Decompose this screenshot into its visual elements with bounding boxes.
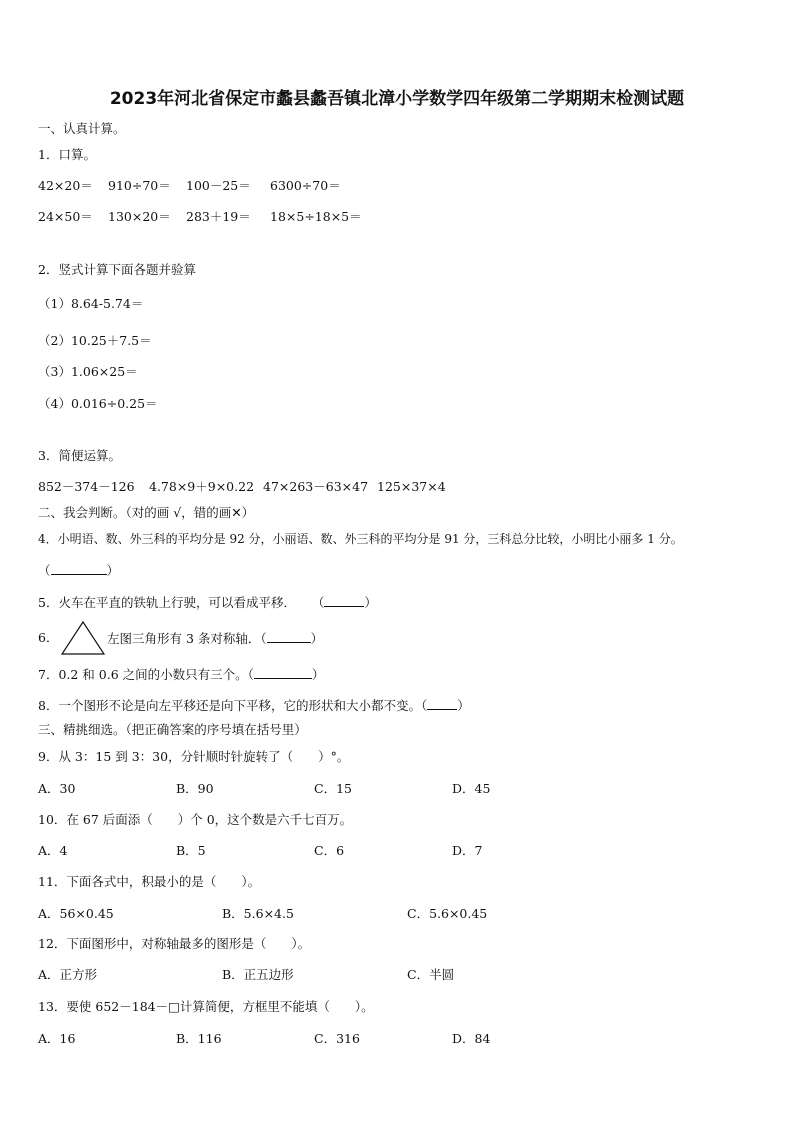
q1-item: 130×20＝ — [108, 209, 171, 224]
triangle-figure — [60, 620, 106, 656]
q2-item: （1）8.64-5.74＝ — [38, 296, 144, 311]
option-c[interactable]: C．半圆 — [407, 967, 455, 982]
option-d[interactable]: D．45 — [452, 781, 491, 796]
answer-blank[interactable] — [427, 697, 457, 710]
q6-number: 6． — [38, 630, 59, 645]
option-c[interactable]: C．316 — [314, 1031, 360, 1046]
q1-item: 910÷70＝ — [108, 178, 171, 193]
section-1-heading: 一、认真计算。 — [38, 121, 126, 136]
q4-answer: （ ） — [38, 563, 120, 578]
option-a[interactable]: A．16 — [38, 1031, 76, 1046]
section-3-heading: 三、精挑细选。（把正确答案的序号填在括号里） — [38, 722, 307, 737]
q1-stem: 1．口算。 — [38, 147, 96, 162]
q7-text: 7．0.2 和 0.6 之间的小数只有三个。（ ） — [38, 667, 325, 682]
option-a[interactable]: A．4 — [38, 843, 68, 858]
option-d[interactable]: D．7 — [452, 843, 483, 858]
option-b[interactable]: B．正五边形 — [222, 967, 294, 982]
option-b[interactable]: B．90 — [176, 781, 214, 796]
q1-item: 42×20＝ — [38, 178, 93, 193]
q6-text: 左图三角形有 3 条对称轴．（ ） — [107, 631, 324, 646]
q1-item: 100－25＝ — [186, 178, 251, 193]
option-c[interactable]: C．15 — [314, 781, 352, 796]
q13-stem: 13．要使 652－184－□计算简便，方框里不能填（ ）。 — [38, 999, 374, 1014]
q4-text: 4．小明语、数、外三科的平均分是 92 分，小丽语、数、外三科的平均分是 91 分，三科总分比较，小明比小丽多 1 分。 — [38, 532, 683, 546]
option-a[interactable]: A．30 — [38, 781, 76, 796]
q3-item: 852－374－126 — [38, 479, 135, 494]
q11-stem: 11．下面各式中，积最小的是（ ）。 — [38, 874, 261, 889]
option-a[interactable]: A．正方形 — [38, 967, 98, 982]
q1-item: 24×50＝ — [38, 209, 93, 224]
q2-item: （3）1.06×25＝ — [38, 364, 138, 379]
option-a[interactable]: A．56×0.45 — [38, 906, 114, 921]
option-c[interactable]: C．5.6×0.45 — [407, 906, 488, 921]
q3-stem: 3．简便运算。 — [38, 448, 121, 463]
option-b[interactable]: B．116 — [176, 1031, 222, 1046]
option-d[interactable]: D．84 — [452, 1031, 491, 1046]
q5-text: 5．火车在平直的铁轨上行驶，可以看成平移． （ ） — [38, 595, 377, 610]
section-2-heading: 二、我会判断。（对的画 √，错的画✕） — [38, 505, 255, 520]
option-b[interactable]: B．5.6×4.5 — [222, 906, 294, 921]
q10-stem: 10．在 67 后面添（ ）个 0，这个数是六千七百万。 — [38, 812, 353, 827]
option-b[interactable]: B．5 — [176, 843, 206, 858]
q1-item: 283＋19＝ — [186, 209, 251, 224]
page-title: 2023年河北省保定市蠡县蠡吾镇北漳小学数学四年级第二学期期末检测试题 — [109, 89, 685, 109]
q1-item: 18×5÷18×5＝ — [270, 209, 362, 224]
q2-stem: 2．竖式计算下面各题并验算 — [38, 262, 196, 277]
q1-item: 6300÷70＝ — [270, 178, 341, 193]
q3-item: 125×37×4 — [377, 479, 446, 494]
answer-blank[interactable] — [51, 562, 107, 575]
answer-blank[interactable] — [254, 666, 312, 679]
q2-item: （2）10.25＋7.5＝ — [38, 333, 152, 348]
q12-stem: 12．下面图形中，对称轴最多的图形是（ ）。 — [38, 936, 311, 951]
q3-item: 47×263－63×47 — [263, 479, 369, 494]
q2-item: （4）0.016÷0.25＝ — [38, 396, 158, 411]
answer-blank[interactable] — [267, 630, 311, 643]
answer-blank[interactable] — [324, 594, 364, 607]
option-c[interactable]: C．6 — [314, 843, 345, 858]
q8-text: 8．一个图形不论是向左平移还是向下平移，它的形状和大小都不变。（ ） — [38, 698, 470, 713]
q3-item: 4.78×9＋9×0.22 — [149, 479, 255, 494]
q9-stem: 9．从 3：15 到 3：30，分针顺时针旋转了（ ）°。 — [38, 749, 350, 764]
